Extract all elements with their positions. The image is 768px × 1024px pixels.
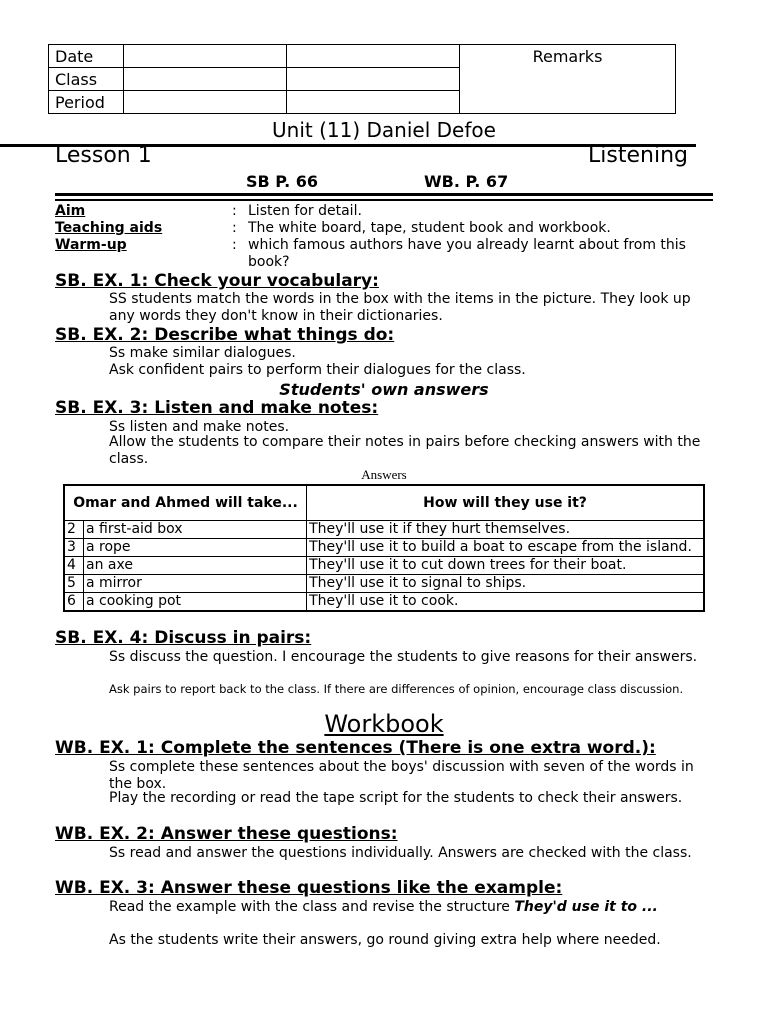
sb-ex2-heading: SB. EX. 2: Describe what things do: bbox=[55, 325, 395, 345]
remarks-label: Remarks bbox=[460, 45, 676, 114]
aim-value: Listen for detail. bbox=[248, 203, 362, 219]
teaching-aids-label: Teaching aids bbox=[55, 220, 163, 236]
period-field-2 bbox=[287, 91, 460, 114]
workbook-title: Workbook bbox=[324, 710, 444, 738]
period-label: Period bbox=[49, 91, 124, 114]
row-item: an axe bbox=[84, 557, 307, 575]
skill-title: Listening bbox=[588, 143, 688, 168]
warm-up-value: which famous authors have you already learnt about from this book? bbox=[248, 237, 686, 270]
unit-title: Unit (11) Daniel Defoe bbox=[272, 118, 496, 142]
wb-ex1-item: Ss complete these sentences about the boys' discussion with seven of the words in the box. bbox=[109, 759, 694, 792]
table-row bbox=[64, 521, 704, 539]
period-field bbox=[124, 91, 287, 114]
sb-ex4-item: Ask pairs to report back to the class. If there are differences of opinion, encourage class discussion. bbox=[109, 682, 684, 696]
row-use: They'll use it to cut down trees for their boat. bbox=[307, 557, 704, 575]
class-field-2 bbox=[287, 68, 460, 91]
colon: : bbox=[232, 203, 237, 219]
sb-ex4-heading: SB. EX. 4: Discuss in pairs: bbox=[55, 628, 312, 648]
wb-ex3-heading: WB. EX. 3: Answer these questions like the example: bbox=[55, 878, 563, 898]
row-number: 4 bbox=[64, 557, 84, 575]
sb-ex3-item: Ss listen and make notes. bbox=[109, 419, 290, 435]
row-item: a rope bbox=[84, 539, 307, 557]
row-number: 6 bbox=[64, 593, 84, 612]
answers-caption: Answers bbox=[361, 467, 407, 482]
sb-ex2-item: Ask confident pairs to perform their dialogues for the class. bbox=[109, 362, 526, 378]
wb-ex3-item bbox=[109, 899, 689, 916]
wb-ex3-item-text: Read the example with the class and revise the structure bbox=[109, 899, 515, 915]
wb-ex3-item: As the students write their answers, go round giving extra help where needed. bbox=[109, 932, 661, 948]
sb-ex3-item: Allow the students to compare their notes in pairs before checking answers with the class. bbox=[109, 434, 701, 467]
row-number: 5 bbox=[64, 575, 84, 593]
class-field bbox=[124, 68, 287, 91]
rule-double-bottom bbox=[55, 199, 713, 201]
row-use: They'll use it if they hurt themselves. bbox=[307, 521, 704, 539]
wb-ex1-heading: WB. EX. 1: Complete the sentences (There is one extra word.): bbox=[55, 738, 656, 758]
date-field-2 bbox=[287, 45, 460, 68]
sb-ex1-heading: SB. EX. 1: Check your vocabulary: bbox=[55, 271, 379, 291]
table-header: Omar and Ahmed will take... bbox=[64, 485, 307, 521]
row-item: a cooking pot bbox=[84, 593, 307, 612]
row-number: 2 bbox=[64, 521, 84, 539]
row-use: They'll use it to signal to ships. bbox=[307, 575, 704, 593]
colon: : bbox=[232, 220, 237, 236]
sb-page: SB P. 66 bbox=[246, 172, 318, 191]
rule-double-top bbox=[55, 193, 713, 196]
row-use: They'll use it to build a boat to escape from the island. bbox=[307, 539, 704, 557]
warm-up-label: Warm-up bbox=[55, 237, 127, 253]
students-own-answers: Students' own answers bbox=[279, 380, 489, 399]
wb-ex1-item: Play the recording or read the tape script for the students to check their answers. bbox=[109, 790, 683, 806]
answers-table bbox=[63, 484, 705, 612]
table-row bbox=[64, 575, 704, 593]
row-item: a first-aid box bbox=[84, 521, 307, 539]
header-table bbox=[48, 44, 676, 114]
table-row bbox=[64, 557, 704, 575]
wb-ex3-structure: They'd use it to ... bbox=[514, 899, 658, 915]
table-row bbox=[64, 539, 704, 557]
wb-ex2-item: Ss read and answer the questions individually. Answers are checked with the class. bbox=[109, 845, 692, 861]
wb-page: WB. P. 67 bbox=[424, 172, 509, 191]
table-header: How will they use it? bbox=[307, 485, 704, 521]
row-use: They'll use it to cook. bbox=[307, 593, 704, 612]
teaching-aids-value: The white board, tape, student book and workbook. bbox=[248, 220, 611, 236]
sb-ex1-item: SS students match the words in the box with the items in the picture. They look up any words they don't know in their dictionaries. bbox=[109, 291, 691, 324]
lesson-title: Lesson 1 bbox=[55, 143, 152, 168]
row-number: 3 bbox=[64, 539, 84, 557]
row-item: a mirror bbox=[84, 575, 307, 593]
table-row bbox=[64, 593, 704, 612]
aim-label: Aim bbox=[55, 203, 86, 219]
colon: : bbox=[232, 237, 237, 253]
date-field bbox=[124, 45, 287, 68]
class-label: Class bbox=[49, 68, 124, 91]
wb-ex2-heading: WB. EX. 2: Answer these questions: bbox=[55, 824, 398, 844]
sb-ex4-item: Ss discuss the question. I encourage the students to give reasons for their answers. bbox=[109, 649, 698, 665]
date-label: Date bbox=[49, 45, 124, 68]
sb-ex3-heading: SB. EX. 3: Listen and make notes: bbox=[55, 398, 379, 418]
sb-ex2-item: Ss make similar dialogues. bbox=[109, 345, 296, 361]
